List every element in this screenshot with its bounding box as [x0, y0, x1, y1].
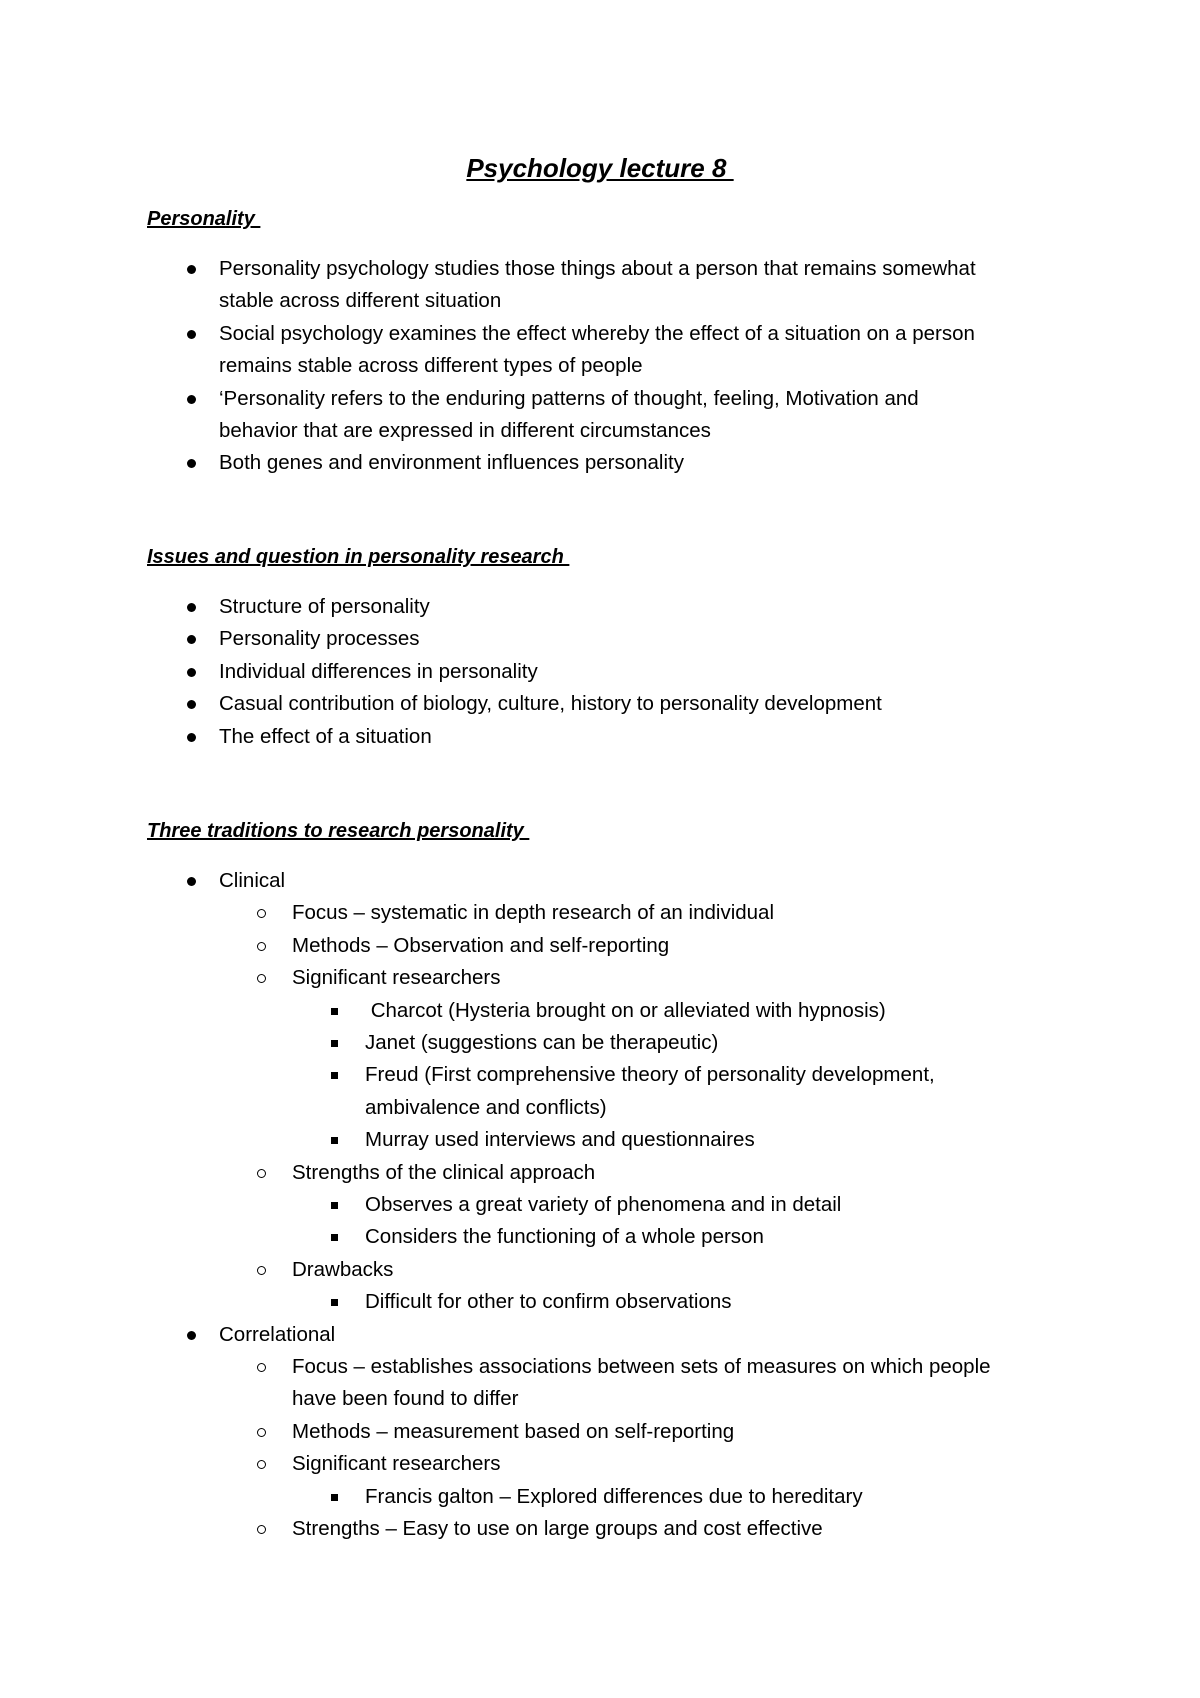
list-item-text: Social psychology examines the effect whereby the effect of a situation on a person — [219, 321, 975, 345]
disc-bullet-icon — [187, 603, 196, 612]
list-item-text: Murray used interviews and questionnaires — [365, 1128, 755, 1152]
circle-bullet-icon — [257, 1363, 266, 1372]
list-item-text: ambivalence and conflicts) — [365, 1095, 607, 1119]
list-item-text: Significant researchers — [292, 1452, 501, 1476]
list-item-text: Drawbacks — [292, 1257, 394, 1281]
square-bullet-icon — [331, 1202, 338, 1209]
list-item-text: The effect of a situation — [219, 724, 432, 748]
list-item-text: Janet (suggestions can be therapeutic) — [365, 1031, 719, 1054]
list-item-text: remains stable across different types of people — [219, 354, 643, 378]
list-item-text: Charcot (Hysteria brought on or alleviated with hypnosis) — [365, 998, 886, 1022]
list-item-text: Personality processes — [219, 627, 420, 651]
list-item-text: Strengths of the clinical approach — [292, 1160, 596, 1184]
list-item-text: Francis galton – Explored differences due to hereditary — [365, 1484, 863, 1508]
disc-bullet-icon — [187, 459, 196, 468]
list-item-text: Individual differences in personality — [219, 659, 538, 683]
list-item-text: Strengths – Easy to use on large groups and cost effective — [292, 1517, 823, 1540]
list-item-text: Methods – measurement based on self-reporting — [292, 1419, 735, 1443]
section-heading: Three traditions to research personality — [147, 820, 530, 842]
square-bullet-icon — [331, 1234, 338, 1241]
circle-bullet-icon — [257, 1460, 266, 1469]
list-item-text: behavior that are expressed in different circumstances — [219, 419, 711, 442]
disc-bullet-icon — [187, 1331, 196, 1340]
circle-bullet-icon — [257, 974, 266, 983]
square-bullet-icon — [331, 1494, 338, 1501]
list-item-text: stable across different situation — [219, 289, 502, 313]
list-item-text: Structure of personality — [219, 595, 430, 618]
disc-bullet-icon — [187, 733, 196, 742]
list-item-text: Difficult for other to confirm observations — [365, 1290, 732, 1314]
disc-bullet-icon — [187, 330, 196, 339]
section-heading: Issues and question in personality research — [147, 546, 570, 568]
square-bullet-icon — [331, 1040, 338, 1047]
list-item-text: Personality psychology studies those things about a person that remains somewhat — [219, 257, 976, 280]
disc-bullet-icon — [187, 668, 196, 677]
circle-bullet-icon — [257, 1428, 266, 1437]
list-item-text: Casual contribution of biology, culture, history to personality development — [219, 692, 882, 716]
list-item-text: Considers the functioning of a whole person — [365, 1225, 764, 1249]
circle-bullet-icon — [257, 1266, 266, 1275]
list-item-text: have been found to differ — [292, 1387, 519, 1411]
circle-bullet-icon — [257, 942, 266, 951]
circle-bullet-icon — [257, 1169, 266, 1178]
disc-bullet-icon — [187, 635, 196, 644]
document-title: Psychology lecture 8 — [466, 153, 734, 183]
circle-bullet-icon — [257, 909, 266, 918]
list-item-text: Significant researchers — [292, 966, 501, 990]
list-item-text: Observes a great variety of phenomena and in detail — [365, 1193, 842, 1216]
list-item-text: Freud (First comprehensive theory of personality development, — [365, 1063, 935, 1087]
disc-bullet-icon — [187, 877, 196, 886]
list-item-text: Focus – systematic in depth research of an individual — [292, 901, 775, 925]
square-bullet-icon — [331, 1137, 338, 1144]
list-item-text: Clinical — [219, 869, 286, 892]
section-heading: Personality — [147, 208, 261, 230]
list-item-text: ‘Personality refers to the enduring patterns of thought, feeling, Motivation and — [219, 386, 919, 410]
square-bullet-icon — [331, 1299, 338, 1306]
disc-bullet-icon — [187, 700, 196, 709]
list-item-text: Focus – establishes associations between sets of measures on which people — [292, 1355, 991, 1378]
disc-bullet-icon — [187, 395, 196, 404]
list-item-text: Methods – Observation and self-reporting — [292, 933, 670, 957]
list-item-text: Correlational — [219, 1322, 336, 1346]
circle-bullet-icon — [257, 1525, 266, 1534]
disc-bullet-icon — [187, 265, 196, 274]
square-bullet-icon — [331, 1072, 338, 1079]
square-bullet-icon — [331, 1008, 338, 1015]
list-item-text: Both genes and environment influences personality — [219, 451, 684, 475]
